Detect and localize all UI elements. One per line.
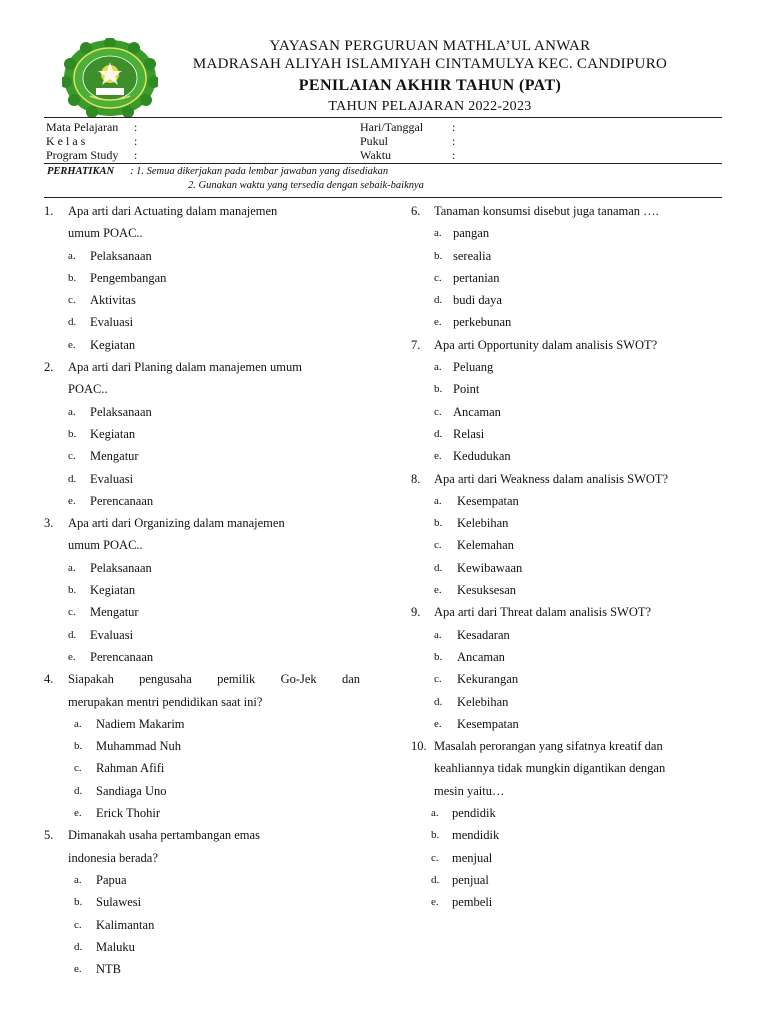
answer-option bbox=[44, 490, 364, 512]
question-line bbox=[44, 691, 364, 713]
answer-option bbox=[44, 468, 364, 490]
option-letter: a. bbox=[434, 494, 442, 507]
option-letter: a. bbox=[68, 249, 76, 262]
option-letter: a. bbox=[434, 361, 442, 374]
info-divider bbox=[44, 163, 722, 164]
answer-option bbox=[405, 646, 725, 668]
option-letter: c. bbox=[74, 918, 82, 931]
option-letter: d. bbox=[68, 472, 77, 485]
question-text: Tanaman konsumsi disebut juga tanaman …. bbox=[434, 204, 659, 218]
answer-option bbox=[405, 423, 725, 445]
option-letter: a. bbox=[68, 405, 76, 418]
colon: : bbox=[134, 134, 138, 148]
question bbox=[405, 468, 725, 602]
option-text: Papua bbox=[96, 872, 127, 887]
option-text: NTB bbox=[96, 962, 121, 977]
option-text: Perencanaan bbox=[90, 649, 154, 664]
question bbox=[405, 200, 725, 334]
option-letter: b. bbox=[431, 829, 440, 842]
answer-option bbox=[44, 646, 364, 668]
answer-option bbox=[405, 557, 725, 579]
option-letter: e. bbox=[74, 963, 82, 976]
option-text: Nadiem Makarim bbox=[96, 716, 185, 731]
option-text: Muhammad Nuh bbox=[96, 739, 182, 754]
answer-option bbox=[405, 267, 725, 289]
option-text: Kelemahan bbox=[457, 538, 514, 553]
option-text: Mengatur bbox=[90, 449, 139, 464]
duration-label: Waktu bbox=[360, 148, 392, 162]
option-text: Perencanaan bbox=[90, 493, 154, 508]
question-text: umum POAC.. bbox=[68, 538, 143, 553]
colon: : bbox=[452, 148, 456, 162]
answer-option bbox=[44, 423, 364, 445]
question-text: indonesia berada? bbox=[68, 850, 158, 865]
option-text: Kegiatan bbox=[90, 337, 136, 352]
option-letter: e. bbox=[68, 494, 76, 507]
answer-option bbox=[44, 624, 364, 646]
answer-option bbox=[405, 245, 725, 267]
answer-option bbox=[405, 490, 725, 512]
school-name: MADRASAH ALIYAH ISLAMIYAH CINTAMULYA KEC. CANDIPURO bbox=[192, 56, 668, 72]
option-text: Kewibawaan bbox=[457, 560, 523, 575]
option-letter: d. bbox=[434, 695, 443, 708]
answer-option bbox=[44, 601, 364, 623]
question bbox=[44, 668, 364, 824]
answer-option bbox=[44, 914, 364, 936]
option-text: Pelaksanaan bbox=[90, 404, 152, 419]
notice-label: PERHATIKAN bbox=[47, 166, 115, 177]
option-letter: b. bbox=[434, 249, 443, 262]
option-text: Maluku bbox=[96, 939, 135, 954]
question-text: Dimanakah usaha pertambangan emas bbox=[68, 828, 260, 843]
answer-option bbox=[44, 891, 364, 913]
option-text: Pengembangan bbox=[90, 270, 167, 285]
option-text: Point bbox=[453, 382, 480, 397]
exam-title: PENILAIAN AKHIR TAHUN (PAT) bbox=[298, 77, 562, 94]
question bbox=[44, 824, 364, 980]
answer-option bbox=[44, 757, 364, 779]
option-letter: d. bbox=[434, 561, 443, 574]
question bbox=[405, 601, 725, 735]
question-number: 9. bbox=[411, 605, 421, 620]
answer-option bbox=[405, 534, 725, 556]
option-letter: d. bbox=[434, 294, 443, 307]
option-letter: b. bbox=[74, 896, 83, 909]
question-text: Apa arti Opportunity dalam analisis SWOT? bbox=[434, 337, 658, 352]
option-text: Pelaksanaan bbox=[90, 560, 152, 575]
question bbox=[44, 356, 364, 512]
option-text: Kesempatan bbox=[457, 716, 519, 731]
questions-right-column bbox=[405, 200, 725, 914]
answer-option bbox=[405, 869, 725, 891]
answer-option bbox=[44, 311, 364, 333]
question-line bbox=[405, 468, 725, 490]
question-line bbox=[405, 780, 725, 802]
answer-option bbox=[44, 780, 364, 802]
option-letter: e. bbox=[68, 650, 76, 663]
option-letter: b. bbox=[74, 740, 83, 753]
question-number: 8. bbox=[411, 471, 421, 486]
option-text: Rahman Afifi bbox=[96, 761, 165, 776]
colon: : bbox=[452, 120, 456, 134]
option-letter: b. bbox=[68, 584, 77, 597]
academic-year: TAHUN PELAJARAN 2022-2023 bbox=[328, 99, 532, 114]
answer-option bbox=[44, 401, 364, 423]
colon: : bbox=[134, 120, 138, 134]
question bbox=[44, 512, 364, 668]
option-letter: c. bbox=[434, 673, 442, 686]
program-label: Program Study bbox=[46, 148, 119, 162]
question-text: mesin yaitu… bbox=[434, 783, 505, 798]
question-text: Masalah perorangan yang sifatnya kreatif dan bbox=[434, 739, 663, 754]
school-logo bbox=[62, 38, 158, 118]
question bbox=[44, 200, 364, 356]
answer-option bbox=[44, 802, 364, 824]
option-text: serealia bbox=[453, 248, 492, 263]
answer-option bbox=[405, 356, 725, 378]
question-text: Apa arti dari Organizing dalam manajemen bbox=[68, 516, 285, 531]
option-text: budi daya bbox=[453, 293, 502, 308]
option-letter: e. bbox=[434, 584, 442, 597]
option-letter: c. bbox=[434, 405, 442, 418]
option-text: Kesuksesan bbox=[457, 583, 517, 598]
question-text: Apa arti dari Threat dalam analisis SWOT? bbox=[434, 605, 652, 620]
option-letter: d. bbox=[434, 427, 443, 440]
answer-option bbox=[405, 691, 725, 713]
question-text: keahliannya tidak mungkin digantikan dengan bbox=[434, 761, 666, 776]
option-text: Evaluasi bbox=[90, 627, 134, 642]
option-letter: d. bbox=[431, 873, 440, 886]
option-letter: c. bbox=[74, 762, 82, 775]
answer-option bbox=[405, 891, 725, 913]
option-text: mendidik bbox=[452, 828, 500, 843]
question-line bbox=[405, 601, 725, 623]
answer-option bbox=[405, 401, 725, 423]
option-text: Relasi bbox=[453, 426, 485, 441]
option-text: penjual bbox=[452, 872, 489, 887]
question-line bbox=[44, 847, 364, 869]
answer-option bbox=[405, 222, 725, 244]
option-letter: d. bbox=[74, 784, 83, 797]
option-text: pendidik bbox=[452, 806, 496, 821]
answer-option bbox=[44, 869, 364, 891]
notice-divider bbox=[44, 197, 722, 198]
answer-option bbox=[405, 378, 725, 400]
question bbox=[405, 735, 725, 913]
answer-option bbox=[44, 334, 364, 356]
question-number: 6. bbox=[411, 204, 421, 218]
date-label: Hari/Tanggal bbox=[360, 120, 424, 134]
option-text: Ancaman bbox=[457, 649, 505, 664]
answer-option bbox=[44, 557, 364, 579]
option-letter: e. bbox=[431, 896, 439, 909]
option-letter: b. bbox=[68, 427, 77, 440]
answer-option bbox=[405, 847, 725, 869]
question-line bbox=[44, 824, 364, 846]
option-letter: d. bbox=[68, 628, 77, 641]
option-text: pertanian bbox=[453, 270, 500, 285]
question-text: Apa arti dari Planing dalam manajemen umum bbox=[68, 360, 302, 375]
question-number: 5. bbox=[44, 828, 54, 843]
colon: : bbox=[452, 134, 456, 148]
answer-option bbox=[44, 936, 364, 958]
option-letter: a. bbox=[434, 227, 442, 240]
question-line bbox=[44, 356, 364, 378]
question-text: Siapakah pengusaha pemilik Go-Jek dan bbox=[68, 672, 360, 687]
question-line bbox=[405, 334, 725, 356]
option-letter: a. bbox=[74, 717, 82, 730]
option-text: menjual bbox=[452, 850, 493, 865]
option-text: Pelaksanaan bbox=[90, 248, 152, 263]
option-text: Sandiaga Uno bbox=[96, 783, 167, 798]
answer-option bbox=[405, 713, 725, 735]
answer-option bbox=[405, 311, 725, 333]
option-letter: c. bbox=[68, 294, 76, 307]
option-letter: e. bbox=[434, 316, 442, 329]
answer-option bbox=[44, 245, 364, 267]
option-text: Kedudukan bbox=[453, 449, 511, 464]
option-text: Erick Thohir bbox=[96, 806, 160, 821]
question-line bbox=[44, 512, 364, 534]
answer-option bbox=[405, 579, 725, 601]
answer-option bbox=[44, 579, 364, 601]
answer-option bbox=[44, 289, 364, 311]
option-letter: a. bbox=[74, 873, 82, 886]
option-text: Evaluasi bbox=[90, 315, 134, 330]
option-letter: e. bbox=[68, 338, 76, 351]
header-divider bbox=[44, 117, 722, 118]
foundation-name: YAYASAN PERGURUAN MATHLA’UL ANWAR bbox=[269, 38, 591, 54]
question-number: 7. bbox=[411, 337, 421, 352]
option-text: Peluang bbox=[453, 360, 494, 375]
question-line bbox=[405, 757, 725, 779]
answer-option bbox=[405, 624, 725, 646]
answer-option bbox=[44, 713, 364, 735]
question-line bbox=[44, 222, 364, 244]
option-letter: a. bbox=[68, 561, 76, 574]
option-letter: a. bbox=[431, 807, 439, 820]
question-line bbox=[44, 200, 364, 222]
answer-option bbox=[405, 445, 725, 467]
question-line bbox=[44, 534, 364, 556]
option-letter: b. bbox=[68, 271, 77, 284]
option-text: Kegiatan bbox=[90, 583, 136, 598]
option-text: Kelebihan bbox=[457, 694, 509, 709]
option-letter: b. bbox=[434, 517, 443, 530]
question-text: merupakan mentri pendidikan saat ini? bbox=[68, 694, 263, 709]
notice-line-1: : 1. Semua dikerjakan pada lembar jawaban yang disediakan bbox=[130, 166, 389, 177]
answer-option bbox=[405, 824, 725, 846]
answer-option bbox=[44, 267, 364, 289]
colon: : bbox=[134, 148, 138, 162]
question-line bbox=[44, 378, 364, 400]
answer-option bbox=[405, 802, 725, 824]
time-label: Pukul bbox=[360, 134, 389, 148]
answer-option bbox=[44, 445, 364, 467]
option-text: Mengatur bbox=[90, 605, 139, 620]
answer-option bbox=[44, 735, 364, 757]
option-letter: b. bbox=[434, 383, 443, 396]
question-text: Apa arti dari Weakness dalam analisis SWOT? bbox=[434, 471, 669, 486]
option-text: Aktivitas bbox=[90, 293, 136, 308]
option-letter: c. bbox=[434, 539, 442, 552]
option-letter: e. bbox=[74, 807, 82, 820]
option-text: Kesadaran bbox=[457, 627, 510, 642]
option-text: Sulawesi bbox=[96, 895, 142, 910]
subject-label: Mata Pelajaran bbox=[46, 120, 119, 134]
option-letter: b. bbox=[434, 650, 443, 663]
answer-option bbox=[405, 512, 725, 534]
option-text: Kegiatan bbox=[90, 426, 136, 441]
option-letter: c. bbox=[434, 271, 442, 284]
question-number: 10. bbox=[411, 739, 427, 754]
option-letter: e. bbox=[434, 717, 442, 730]
question bbox=[405, 334, 725, 468]
answer-option bbox=[405, 289, 725, 311]
question-line bbox=[44, 668, 364, 690]
question-number: 3. bbox=[44, 516, 54, 531]
option-letter: e. bbox=[434, 450, 442, 463]
option-text: Evaluasi bbox=[90, 471, 134, 486]
option-text: Kesempatan bbox=[457, 493, 519, 508]
question-text: Apa arti dari Actuating dalam manajemen bbox=[68, 204, 278, 218]
question-number: 4. bbox=[44, 672, 54, 687]
option-text: Ancaman bbox=[453, 404, 501, 419]
question-line bbox=[405, 200, 725, 222]
option-text: perkebunan bbox=[453, 315, 512, 330]
option-text: Kekurangan bbox=[457, 672, 519, 687]
option-text: Kalimantan bbox=[96, 917, 155, 932]
option-text: Kelebihan bbox=[457, 516, 509, 531]
question-number: 1. bbox=[44, 204, 54, 218]
questions-left-column bbox=[44, 200, 364, 980]
question-number: 2. bbox=[44, 360, 54, 375]
answer-option bbox=[405, 668, 725, 690]
option-letter: c. bbox=[68, 450, 76, 463]
option-letter: a. bbox=[434, 628, 442, 641]
option-letter: c. bbox=[68, 606, 76, 619]
class-label: K e l a s bbox=[46, 134, 86, 148]
option-text: pangan bbox=[453, 226, 490, 241]
option-letter: c. bbox=[431, 851, 439, 864]
answer-option bbox=[44, 958, 364, 980]
question-text: POAC.. bbox=[68, 382, 108, 397]
question-text: umum POAC.. bbox=[68, 226, 143, 241]
option-letter: d. bbox=[74, 940, 83, 953]
notice-line-2: 2. Gunakan waktu yang tersedia dengan sebaik-baiknya bbox=[188, 180, 424, 191]
question-line bbox=[405, 735, 725, 757]
option-letter: d. bbox=[68, 316, 77, 329]
option-text: pembeli bbox=[452, 895, 493, 910]
